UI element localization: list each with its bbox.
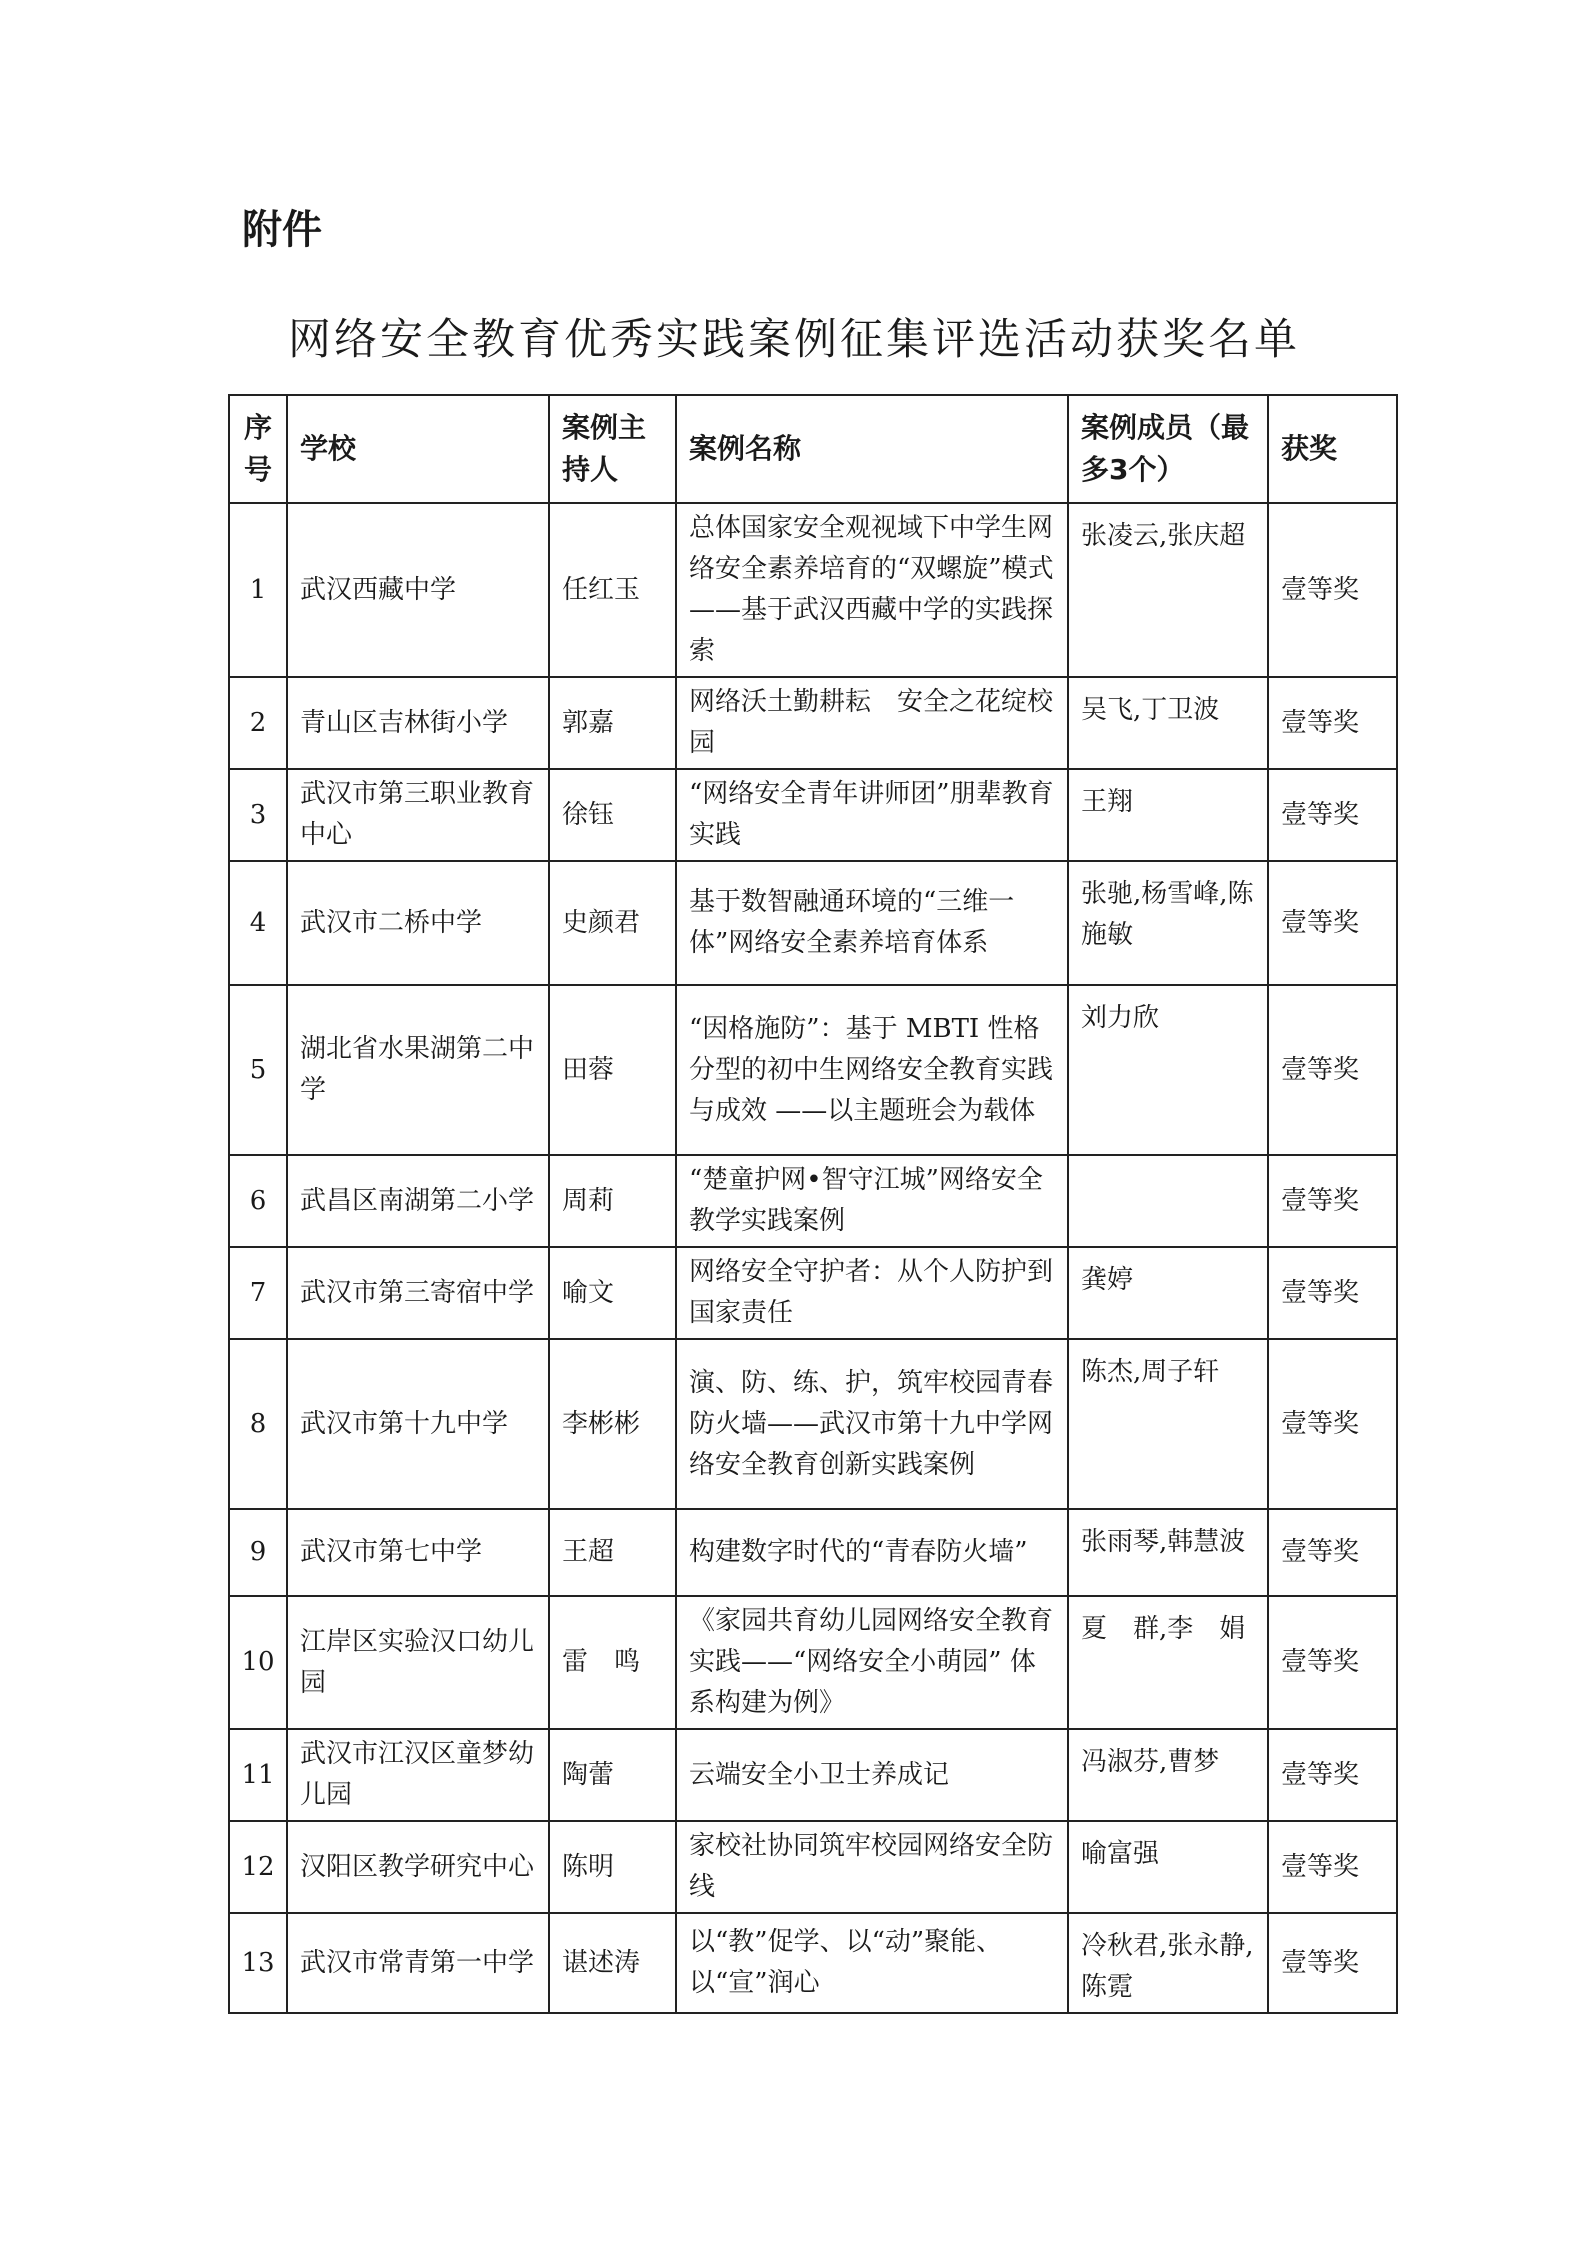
table-row [229,1155,1397,1247]
cell-case-name: 演、防、练、护，筑牢校园青春防火墙——武汉市第十九中学网络安全教育创新实践案例 [676,1339,1068,1509]
attachment-label: 附件 [242,207,322,253]
cell-case-name: 基于数智融通环境的“三维一体”网络安全素养培育体系 [676,861,1068,985]
cell-school: 武汉市第七中学 [287,1509,549,1596]
cell-school: 武昌区南湖第二小学 [287,1155,549,1247]
cell-index: 4 [229,861,287,985]
cell-award: 壹等奖 [1268,769,1397,861]
table-row [229,1509,1397,1596]
table-row [229,861,1397,985]
cell-case-name: “网络安全青年讲师团”朋辈教育实践 [676,769,1068,861]
cell-school: 武汉市第三职业教育中心 [287,769,549,861]
cell-host: 陈明 [549,1821,676,1913]
cell-award: 壹等奖 [1268,1596,1397,1729]
header-index: 序号 [229,395,287,503]
cell-members: 喻富强 [1068,1821,1268,1913]
cell-host: 王超 [549,1509,676,1596]
cell-index: 6 [229,1155,287,1247]
cell-case-name: “楚童护网•智守江城”网络安全教学实践案例 [676,1155,1068,1247]
cell-award: 壹等奖 [1268,1339,1397,1509]
cell-host: 郭嘉 [549,677,676,769]
cell-case-name: “因格施防”：基于 MBTI 性格分型的初中生网络安全教育实践与成效 ——以主题班会为载体 [676,985,1068,1155]
cell-award: 壹等奖 [1268,1509,1397,1596]
cell-members [1068,1155,1268,1247]
table-row [229,1729,1397,1821]
cell-index: 7 [229,1247,287,1339]
cell-index: 5 [229,985,287,1155]
cell-index: 3 [229,769,287,861]
cell-award: 壹等奖 [1268,1729,1397,1821]
header-case-name: 案例名称 [676,395,1068,503]
cell-case-name: 网络沃土勤耕耘 安全之花绽校园 [676,677,1068,769]
table-row [229,1821,1397,1913]
cell-school: 江岸区实验汉口幼儿园 [287,1596,549,1729]
cell-host: 任红玉 [549,503,676,677]
cell-members: 吴飞,丁卫波 [1068,677,1268,769]
table-row [229,1247,1397,1339]
cell-index: 1 [229,503,287,677]
cell-school: 武汉市常青第一中学 [287,1913,549,2013]
cell-index: 2 [229,677,287,769]
cell-award: 壹等奖 [1268,1155,1397,1247]
cell-index: 10 [229,1596,287,1729]
cell-case-name: 云端安全小卫士养成记 [676,1729,1068,1821]
table-row [229,1596,1397,1729]
cell-case-name: 《家园共育幼儿园网络安全教育实践——“网络安全小萌园” 体系构建为例》 [676,1596,1068,1729]
cell-index: 12 [229,1821,287,1913]
cell-school: 武汉市第三寄宿中学 [287,1247,549,1339]
cell-index: 11 [229,1729,287,1821]
document-title: 网络安全教育优秀实践案例征集评选活动获奖名单 [288,315,1300,365]
cell-award: 壹等奖 [1268,1247,1397,1339]
cell-members: 冷秋君,张永静,陈霓 [1068,1913,1268,2013]
cell-members: 王翔 [1068,769,1268,861]
cell-award: 壹等奖 [1268,861,1397,985]
cell-school: 湖北省水果湖第二中学 [287,985,549,1155]
cell-host: 田蓉 [549,985,676,1155]
cell-school: 武汉市第十九中学 [287,1339,549,1509]
cell-host: 谌述涛 [549,1913,676,2013]
cell-host: 李彬彬 [549,1339,676,1509]
cell-school: 武汉西藏中学 [287,503,549,677]
cell-host: 史颜君 [549,861,676,985]
cell-case-name: 以“教”促学、以“动”聚能、以“宣”润心 [676,1913,1068,2013]
cell-school: 青山区吉林街小学 [287,677,549,769]
cell-members: 夏 群,李 娟 [1068,1596,1268,1729]
table-row [229,1339,1397,1509]
cell-case-name: 家校社协同筑牢校园网络安全防线 [676,1821,1068,1913]
table-row [229,503,1397,677]
table-row [229,769,1397,861]
cell-members: 刘力欣 [1068,985,1268,1155]
cell-award: 壹等奖 [1268,985,1397,1155]
cell-school: 武汉市江汉区童梦幼儿园 [287,1729,549,1821]
cell-members: 龚婷 [1068,1247,1268,1339]
header-award: 获奖 [1268,395,1397,503]
cell-host: 喻文 [549,1247,676,1339]
table-row [229,985,1397,1155]
cell-award: 壹等奖 [1268,503,1397,677]
cell-award: 壹等奖 [1268,1821,1397,1913]
cell-members: 陈杰,周子轩 [1068,1339,1268,1509]
table-row [229,1913,1397,2013]
header-host: 案例主持人 [549,395,676,503]
cell-award: 壹等奖 [1268,1913,1397,2013]
cell-host: 周莉 [549,1155,676,1247]
cell-host: 陶蕾 [549,1729,676,1821]
cell-school: 汉阳区教学研究中心 [287,1821,549,1913]
cell-members: 张雨琴,韩慧波 [1068,1509,1268,1596]
cell-index: 8 [229,1339,287,1509]
cell-index: 13 [229,1913,287,2013]
table-header-row [229,395,1397,503]
table-row [229,677,1397,769]
cell-school: 武汉市二桥中学 [287,861,549,985]
award-table [228,394,1398,2014]
cell-case-name: 网络安全守护者：从个人防护到国家责任 [676,1247,1068,1339]
cell-members: 冯淑芬,曹梦 [1068,1729,1268,1821]
header-members: 案例成员（最多3个） [1068,395,1268,503]
cell-host: 徐钰 [549,769,676,861]
cell-host: 雷 鸣 [549,1596,676,1729]
cell-award: 壹等奖 [1268,677,1397,769]
cell-index: 9 [229,1509,287,1596]
header-school: 学校 [287,395,549,503]
cell-members: 张驰,杨雪峰,陈施敏 [1068,861,1268,985]
cell-members: 张凌云,张庆超 [1068,503,1268,677]
cell-case-name: 总体国家安全观视域下中学生网络安全素养培育的“双螺旋”模式——基于武汉西藏中学的实践探索 [676,503,1068,677]
cell-case-name: 构建数字时代的“青春防火墙” [676,1509,1068,1596]
